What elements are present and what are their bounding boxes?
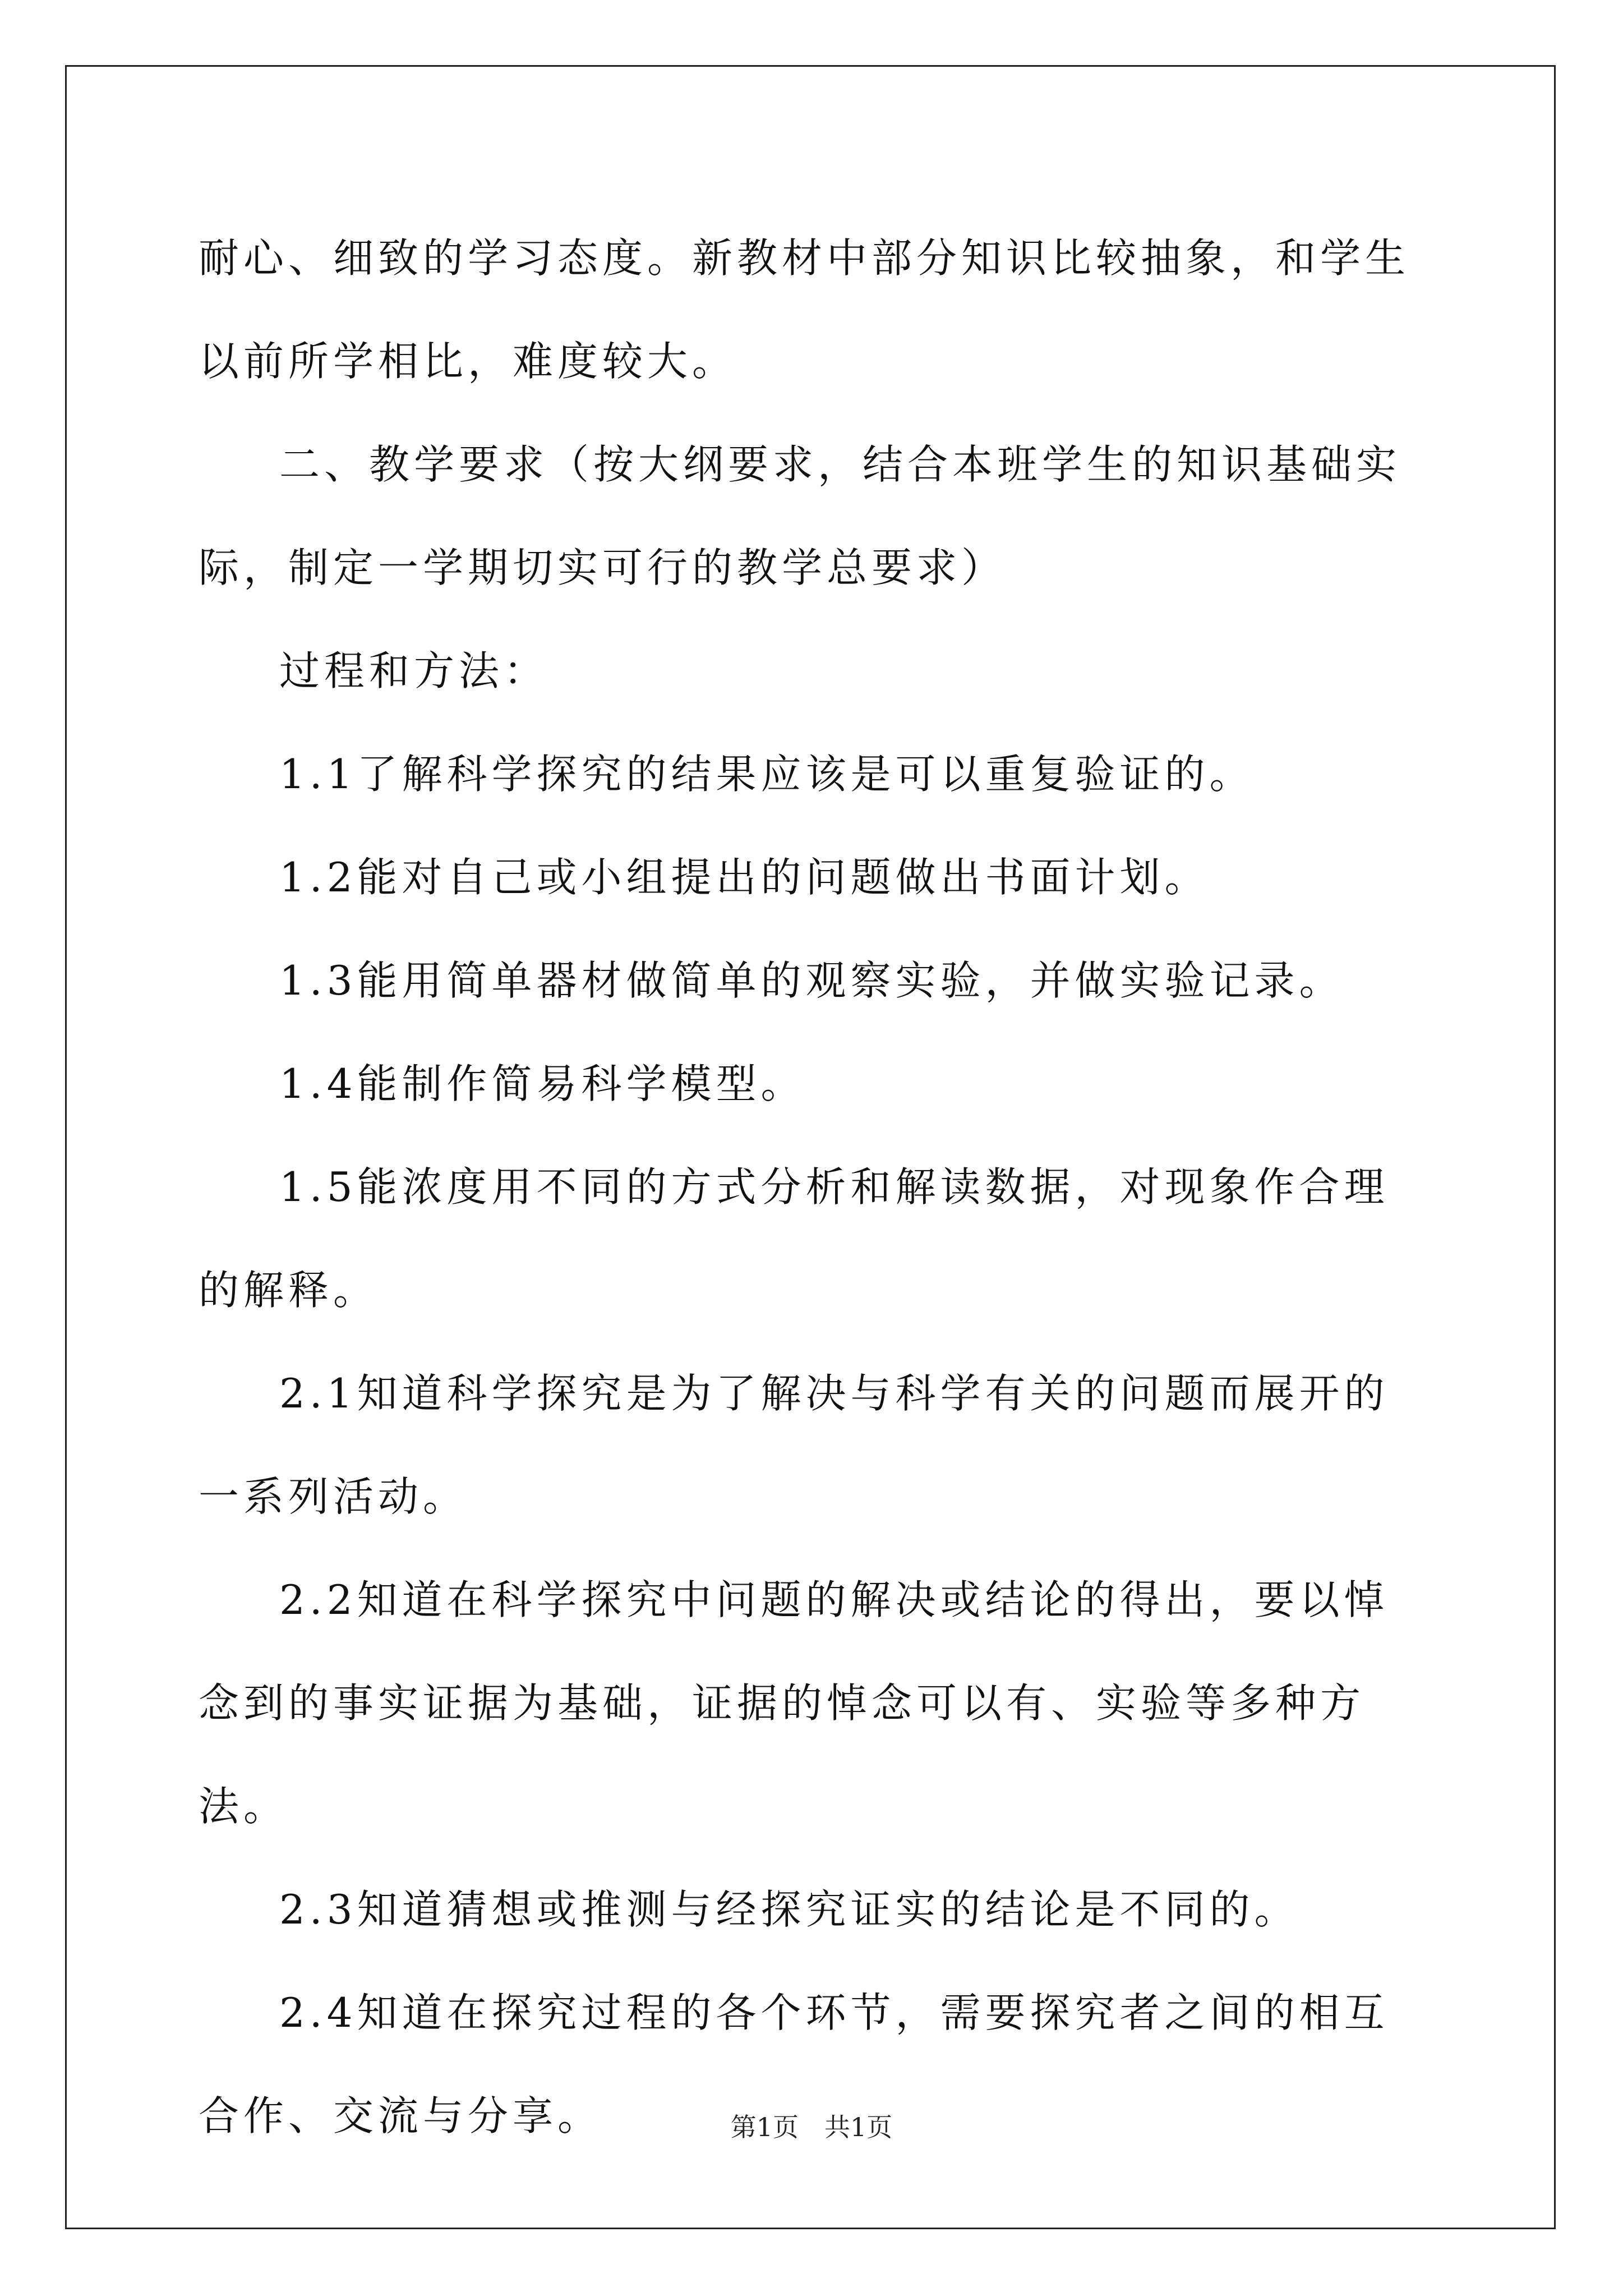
list-item: 1.4能制作简易科学模型。	[279, 1060, 806, 1107]
list-item: 1.2能对自己或小组提出的问题做出书面计划。	[279, 854, 1210, 901]
list-item: 1.1了解科学探究的结果应该是可以重复验证的。	[279, 751, 1255, 798]
list-item: 2.1知道科学探究是为了解决与科学有关的问题而展开的一系列活动。	[199, 1370, 1389, 1520]
paragraph: 耐心、细致的学习态度。新教材中部分知识比较抽象，和学生以前所学相比，难度较大。	[199, 234, 1410, 385]
section-heading: 二、教学要求（按大纲要求，结合本班学生的知识基础实际，制定一学期切实可行的教学总要求）	[199, 441, 1401, 591]
document-body	[199, 206, 1430, 2168]
subheading: 过程和方法：	[279, 647, 549, 694]
list-item: 1.5能浓度用不同的方式分析和解读数据，对现象作合理的解释。	[199, 1163, 1389, 1314]
list-item: 1.3能用简单器材做简单的观察实验，并做实验记录。	[279, 957, 1344, 1004]
list-item: 2.2知道在科学探究中问题的解决或结论的得出，要以悼念到的事实证据为基础，证据的悼念可以有、实验等多种方法。	[199, 1576, 1389, 1830]
page-footer: 第1页 共1页	[730, 2112, 893, 2142]
list-item: 2.3知道猜想或推测与经探究证实的结论是不同的。	[279, 1886, 1299, 1933]
list-item: 2.4知道在探究过程的各个环节，需要探究者之间的相互合作、交流与分享。	[199, 1989, 1389, 2139]
